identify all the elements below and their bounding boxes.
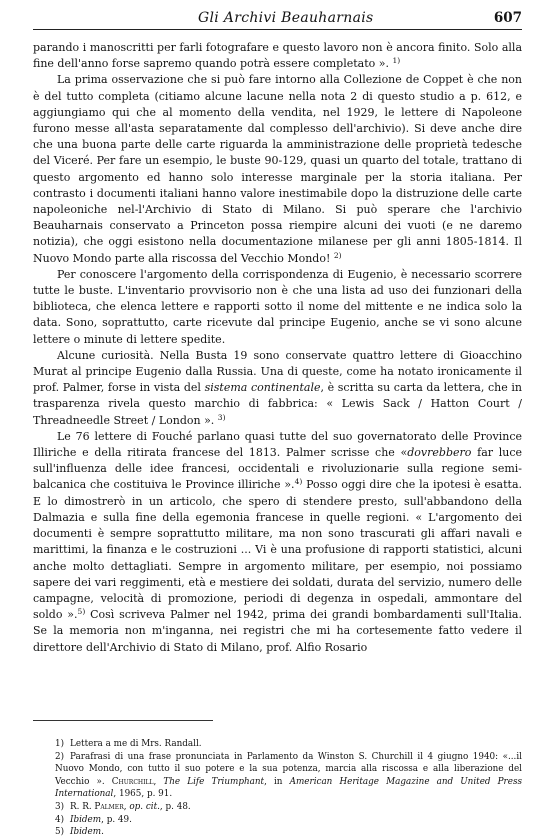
paragraph-fouche-letters: [33, 429, 522, 656]
footnote-ref-5: 5): [77, 607, 86, 617]
footnote-publisher: American Heritage Magazine and United Press International: [55, 776, 522, 800]
footnote-5: [55, 826, 522, 839]
footnote-number: 5): [55, 827, 65, 838]
footnote-number: 1): [55, 739, 65, 749]
footnote-text: , p. 48.: [159, 801, 191, 812]
running-title: Gli Archivi Beauharnais: [198, 10, 374, 26]
paragraph-continuation: [33, 40, 522, 72]
footnote-author: Churchill: [111, 776, 154, 787]
footnote-text: Lettera a me di Mrs. Randall.: [70, 739, 202, 749]
paragraph-text: far luce sull'influenza delle idee francesi, occidentali e rivoluzionarie sulla regione semi-balcanica che costituiva le Province illiriche ».: [33, 446, 523, 492]
footnote-ref-1: 1): [392, 56, 401, 66]
footnotes: [55, 738, 522, 839]
footnote-3: 3) R. R. Palmer, op. cit., p. 48.: [55, 801, 191, 812]
running-header: [33, 6, 522, 30]
footnote-2: [55, 751, 522, 801]
header-rule: [33, 29, 522, 30]
paragraph-text: , è scritta su carta da lettera, che in trasparenza rivela questo marchio di fabbrica: « Lewis Sack / Hatton Court / Threadneedle Street / London ».: [33, 381, 523, 427]
footnote-ref-2: 2): [333, 250, 342, 260]
italic-phrase: sistema continentale: [204, 381, 321, 395]
page-number: 607: [493, 10, 522, 26]
paragraph-text: La prima osservazione che si può fare intorno alla Collezione de Coppet è che non è del tutto completa (citiamo alcune lacune nella nota 2 di questo studio a p. 612, e aggiungiamo qui che al momento della vendita, nel 1929, le lettere di Napoleone furono messe all'asta separatamente dal complesso dell'archivio). Si deve anche dire che una buona parte delle carte riguarda la amministrazione delle proprietà tedesche del Viceré. Per fare un esempio, le buste 90-129, quasi un quarto del totale, trattano di questo argomento ed hanno solo interesse marginale per la storia italiana. Per contrasto i documenti italiani hanno valore inestimabile dopo la distruzione delle carte napoleoniche nel-l'Archivio di Stato di Milano. Si può sperare che l'archivio Beauharnais conservato a Princeton possa riempire alcuni dei vuoti (e ne daremo notizia), che oggi esistono nella documentazione milanese per gli anni 1805-1814. Il Nuovo Mondo parte alla riscossa del Vecchio Mondo!: [33, 73, 522, 265]
paragraph-curiosities: [33, 348, 522, 429]
footnote-author: R. R. Palmer: [70, 801, 124, 812]
footnote-number: 3): [55, 801, 65, 812]
footnote-text: , p. 49.: [101, 814, 132, 825]
footnote-text: Parafrasi di una frase pronunciata in Parlamento da Winston S. Churchill il 4 giugno 1940: «...il Nuovo Mondo, con tutto il suo potere e la sua potenza, marcia alla riscossa e alla liberazione del Vecchio ».: [55, 751, 522, 787]
paragraph-correspondence: [33, 267, 522, 348]
paragraph-text: Alcune curiosità. Nella Busta 19 sono conservate quattro lettere di Gioacchino Murat al principe Eugenio dalla Russia. Una di queste, come ha notato ironicamente il prof. Palmer, forse in vista del: [33, 348, 522, 395]
footnote-title: The Life Triumphant: [163, 776, 265, 787]
footnote-title: op. cit.: [129, 801, 160, 812]
paragraph-text: Le 76 lettere di Fouché parlano quasi tutte del suo governatorato delle Province Illiriche e della ritirata francese del 1813. Palmer scrisse che «: [33, 429, 522, 460]
footnote-number: 2): [55, 751, 65, 762]
footnote-separator: [33, 720, 213, 721]
footnote-ref-4: 4): [294, 477, 303, 487]
paragraph-text: parando i manoscritti per farli fotografare e questo lavoro non è ancora finito. Solo alla fine dell'anno forse sapremo quando potrà essere completato ».: [33, 41, 522, 71]
footnote-title: Ibidem: [70, 814, 102, 825]
footnote-number: 4): [55, 814, 65, 825]
footnote-text: ,: [153, 776, 157, 787]
footnote-text: , 1965, p. 91.: [113, 789, 173, 800]
footnote-ref-3: 3): [217, 412, 226, 422]
paragraph-text: Posso oggi dire che la ipotesi è esatta. E lo dimostrerò in un articolo, che spero di stendere presto, sull'abbandono della Dalmazia e sulla fine della egemonia francese in quelle regioni. « L'argomento dei documenti è sempre soprattutto militare, ma non sono trascurati gli affari navali e marittimi, la finanza e le costruzioni ... Vi è una profusione di rapporti statistici, alcuni anche molto dettagliati. Sempre in argomento militare, per esempio, noi possiamo sapere dei vari reggimenti, età e mestiere dei soldati, durata del servizio, numero delle campagne, velocità di promozione, periodi di degenza in ospedali, ammontare del soldo ».: [33, 478, 522, 622]
paragraph-text: Per conoscere l'argomento della corrispondenza di Eugenio, è necessario scorrere tutte le buste. L'inventario provvisorio non è che una lista ad uso dei funzionari della biblioteca, che elenca lettere e rapporti sotto il nome del mittente e ne indica solo la data. Sono, soprattutto, carte ricevute dal principe Eugenio, anche se vi sono alcune lettere o minute di lettere spedite.: [33, 267, 522, 346]
footnote-1: [55, 738, 522, 751]
italic-phrase: dovrebbero: [407, 446, 472, 460]
footnote-title: Ibidem.: [70, 827, 104, 838]
paragraph-text: Così scriveva Palmer nel 1942, prima dei grandi bombardamenti sull'Italia. Se la memoria non m'inganna, nei registri che mi ha cortesemente fatto vedere il direttore dell'Archivio di Stato di Milano, prof. Alfio Rosario: [33, 608, 522, 654]
paragraph-coppet-collection: [33, 72, 522, 266]
footnote-text: , in: [264, 776, 283, 787]
footnote-4: [55, 814, 522, 827]
main-text: [33, 40, 522, 656]
